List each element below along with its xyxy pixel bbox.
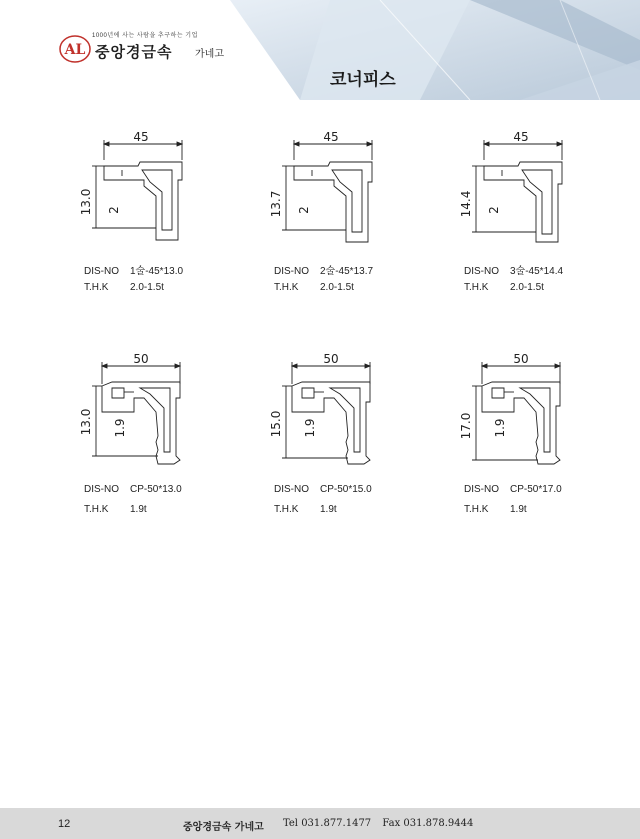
company-name: 중앙경금속: [95, 43, 173, 61]
profile-drawing-5: [268, 352, 428, 472]
width-dimension: 50: [323, 352, 339, 366]
dis-no-label: DIS-NO: [84, 266, 119, 277]
inner-dimension: 1.9: [303, 418, 317, 438]
profile-drawing-1: [78, 130, 238, 250]
thk-row: [464, 282, 544, 293]
width-dimension: 45: [323, 130, 339, 144]
height-dimension: 13.0: [79, 408, 93, 436]
dis-no-value: CP-50*15.0: [320, 484, 372, 495]
inner-dimension: 2: [107, 206, 121, 214]
inner-dimension: 2: [487, 206, 501, 214]
thk-value: 1.9t: [510, 504, 527, 515]
page-title: 코너피스: [330, 70, 396, 89]
dis-no-value: 2술-45*13.7: [320, 266, 374, 277]
company-logo: [58, 34, 92, 64]
thk-value: 1.9t: [320, 504, 337, 515]
thk-label: T.H.K: [274, 282, 299, 293]
thk-value: 2.0-1.5t: [510, 282, 544, 293]
thk-row: [274, 504, 337, 515]
width-dimension: 45: [133, 130, 149, 144]
width-dimension: 45: [513, 130, 529, 144]
thk-value: 1.9t: [130, 504, 147, 515]
dis-no-label: DIS-NO: [464, 484, 499, 495]
footer-contact: [283, 818, 481, 829]
dis-no-value: CP-50*13.0: [130, 484, 182, 495]
thk-row: [84, 282, 164, 293]
dis-no-value: CP-50*17.0: [510, 484, 562, 495]
thk-row: [84, 504, 147, 515]
footer-company: 중앙경금속 가네고: [183, 822, 264, 833]
inner-dimension: 1.9: [113, 418, 127, 438]
dis-no-row: [274, 484, 372, 495]
dis-no-row: [464, 262, 563, 277]
dis-no-label: DIS-NO: [274, 266, 309, 277]
height-dimension: 14.4: [459, 190, 473, 218]
width-dimension: 50: [133, 352, 149, 366]
height-dimension: 17.0: [459, 412, 473, 440]
dis-no-label: DIS-NO: [464, 266, 499, 277]
thk-value: 2.0-1.5t: [130, 282, 164, 293]
product-card-6: [458, 352, 618, 522]
company-tagline: 1000년에 사는 사람을 추구하는 기업: [92, 33, 198, 39]
profile-drawing-3: [458, 130, 618, 250]
height-dimension: 13.7: [269, 190, 283, 218]
inner-dimension: 1.9: [493, 418, 507, 438]
product-card-1: [78, 130, 238, 300]
dis-no-row: [84, 484, 182, 495]
dis-no-value: 1술-45*13.0: [130, 266, 184, 277]
company-sub: 가네고: [195, 49, 224, 60]
thk-row: [464, 504, 527, 515]
thk-value: 2.0-1.5t: [320, 282, 354, 293]
footer-fax: Fax 031.878.9444: [382, 818, 474, 829]
dis-no-label: DIS-NO: [274, 484, 309, 495]
profile-drawing-6: [458, 352, 618, 472]
profile-drawing-2: [268, 130, 428, 250]
page-number: 12: [58, 818, 71, 830]
footer-bar: [0, 808, 640, 839]
thk-label: T.H.K: [84, 504, 109, 515]
inner-dimension: 2: [297, 206, 311, 214]
thk-row: [274, 282, 354, 293]
profile-drawing-4: [78, 352, 238, 472]
dis-no-row: [464, 484, 562, 495]
dis-no-label: DIS-NO: [84, 484, 119, 495]
height-dimension: 15.0: [269, 410, 283, 438]
product-card-3: [458, 130, 618, 300]
logo-text: AL: [64, 42, 86, 58]
width-dimension: 50: [513, 352, 529, 366]
footer-tel: Tel 031.877.1477: [283, 818, 372, 829]
thk-label: T.H.K: [464, 282, 489, 293]
product-card-4: [78, 352, 238, 522]
thk-label: T.H.K: [84, 282, 109, 293]
dis-no-row: [274, 262, 373, 277]
height-dimension: 13.0: [79, 188, 93, 216]
dis-no-value: 3술-45*14.4: [510, 266, 564, 277]
dis-no-row: [84, 262, 183, 277]
product-card-5: [268, 352, 428, 522]
thk-label: T.H.K: [274, 504, 299, 515]
product-card-2: [268, 130, 428, 300]
thk-label: T.H.K: [464, 504, 489, 515]
